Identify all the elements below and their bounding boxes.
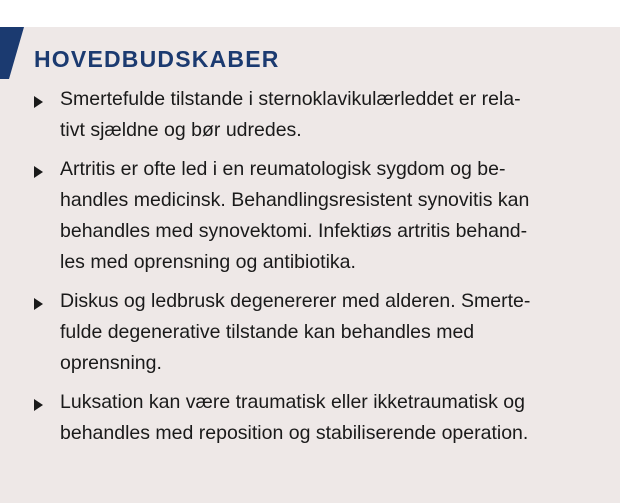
list-item-line: oprensning. bbox=[60, 352, 162, 374]
box-heading: HOVEDBUDSKABER bbox=[34, 46, 280, 72]
bullet-arrow-icon bbox=[34, 96, 43, 108]
list-item bbox=[0, 154, 620, 278]
list-item-line: Smertefulde tilstande i sternoklavikulærleddet er rela- bbox=[60, 88, 521, 110]
list-item-line: behandles med reposition og stabiliserende operation. bbox=[60, 422, 529, 444]
list-item-line: Diskus og ledbrusk degenererer med alderen. Smerte- bbox=[60, 290, 531, 312]
key-messages-list bbox=[0, 84, 620, 457]
list-item-line: Artritis er ofte led i en reumatologisk sygdom og be- bbox=[60, 158, 506, 180]
bullet-arrow-icon bbox=[34, 298, 43, 310]
list-item-line: handles medicinsk. Behandlingsresistent synovitis kan bbox=[60, 189, 530, 211]
list-item bbox=[0, 84, 620, 146]
bullet-arrow-icon bbox=[34, 399, 43, 411]
bullet-arrow-icon bbox=[34, 166, 43, 178]
list-item-line: fulde degenerative tilstande kan behandles med bbox=[60, 321, 475, 343]
list-item bbox=[0, 286, 620, 379]
accent-stripe bbox=[0, 27, 24, 79]
list-item-line: behandles med synovektomi. Infektiøs artritis behand- bbox=[60, 220, 528, 242]
list-item bbox=[0, 387, 620, 449]
list-item-line: tivt sjældne og bør udredes. bbox=[60, 119, 302, 141]
list-item-line: les med oprensning og antibiotika. bbox=[60, 251, 356, 273]
list-item-line: Luksation kan være traumatisk eller ikketraumatisk og bbox=[60, 391, 525, 413]
